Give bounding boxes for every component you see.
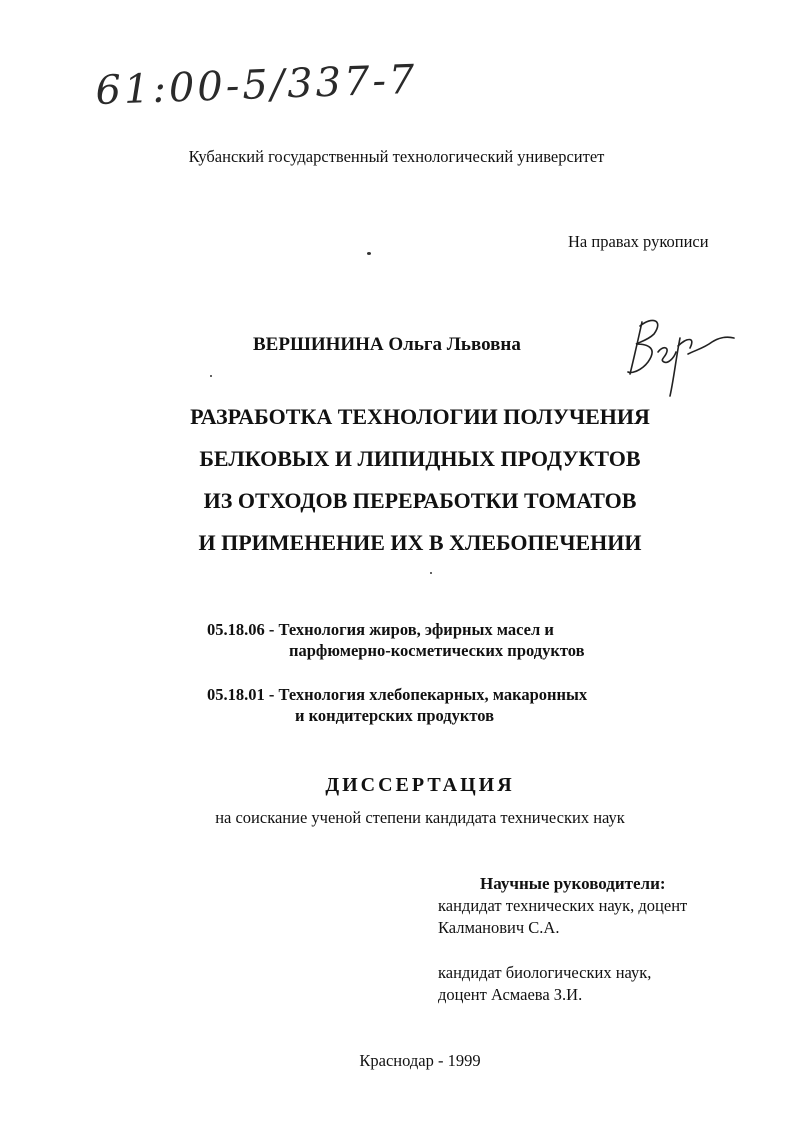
supervisor-name: Калманович С.А.: [438, 918, 560, 937]
degree-statement: на соискание ученой степени кандидата технических наук: [215, 808, 625, 827]
title-line: ИЗ ОТХОДОВ ПЕРЕРАБОТКИ ТОМАТОВ: [203, 488, 637, 513]
city-year: Краснодар - 1999: [359, 1051, 481, 1070]
author-signature: [618, 308, 736, 400]
specialty-code-line: 05.18.06 - Технология жиров, эфирных масел и: [207, 620, 554, 639]
scan-speck: [430, 572, 432, 574]
scan-speck: [367, 252, 371, 255]
author-name: ВЕРШИНИНА Ольга Львовна: [253, 334, 521, 355]
dissertation-title: [0, 396, 793, 564]
supervisor-name: доцент Асмаева З.И.: [438, 985, 583, 1004]
title-line: РАЗРАБОТКА ТЕХНОЛОГИИ ПОЛУЧЕНИЯ: [190, 404, 650, 429]
handwritten-archive-code-text: 61:00-5/337-7: [94, 62, 419, 114]
document-type: ДИССЕРТАЦИЯ: [325, 774, 515, 796]
handwritten-archive-code: [92, 62, 452, 132]
specialty-code-line: 05.18.01 - Технология хлебопекарных, макаронных: [207, 685, 588, 704]
supervisors-heading: Научные руководители:: [480, 874, 666, 893]
manuscript-rights-note: На правах рукописи: [568, 232, 709, 251]
supervisor-credentials: кандидат биологических наук,: [438, 963, 652, 982]
supervisor-credentials: кандидат технических наук, доцент: [438, 896, 688, 915]
title-line: БЕЛКОВЫХ И ЛИПИДНЫХ ПРОДУКТОВ: [199, 446, 641, 471]
title-line: И ПРИМЕНЕНИЕ ИХ В ХЛЕБОПЕЧЕНИИ: [198, 530, 642, 555]
handwritten-archive-code-drawing: [92, 62, 452, 132]
scan-speck: [210, 375, 212, 377]
specialty-continuation-line: и кондитерских продуктов: [295, 706, 495, 725]
specialty-continuation-line: парфюмерно-косметических продуктов: [289, 641, 585, 660]
university-name: Кубанский государственный технологический университет: [188, 147, 605, 166]
